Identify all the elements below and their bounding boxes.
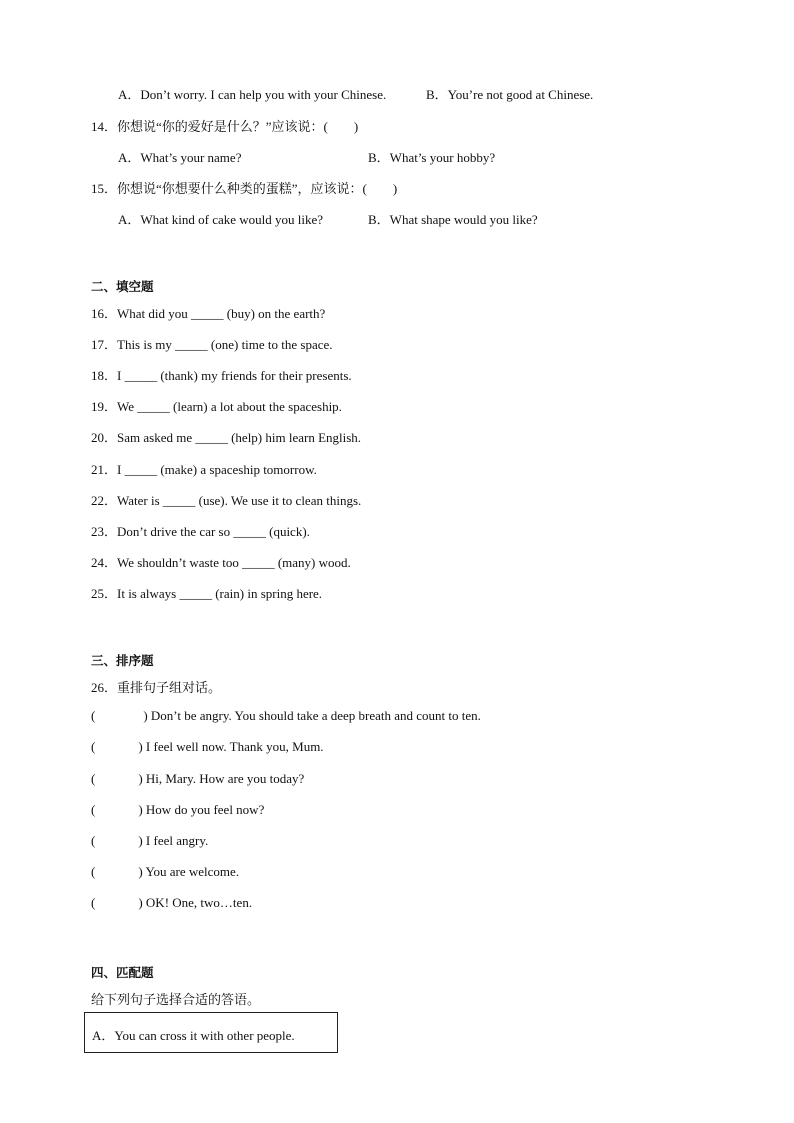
ordering-item-text: ) How do you feel now?	[138, 802, 265, 817]
answer-paren: (	[91, 802, 96, 817]
ordering-item-text: ) OK! One, two…ten.	[138, 895, 253, 910]
q14-option-a: A．What’s your name?	[118, 150, 242, 165]
section-3-title: 三、排序题	[91, 654, 154, 668]
answer-paren: (	[91, 739, 96, 754]
fill-item: 24．We shouldn’t waste too _____ (many) wood.	[91, 555, 351, 570]
q15-stem: 15．你想说“你想要什么种类的蛋糕”，应该说：( )	[91, 181, 398, 196]
section-2-title: 二、填空题	[91, 280, 154, 294]
q15-option-b: B．What shape would you like?	[368, 212, 538, 227]
fill-item: 21．I _____ (make) a spaceship tomorrow.	[91, 462, 317, 477]
matching-option-a: A．You can cross it with other people.	[92, 1028, 295, 1043]
ordering-item	[91, 708, 481, 724]
ordering-item	[91, 802, 264, 818]
q15-option-a: A．What kind of cake would you like?	[118, 212, 324, 227]
fill-item: 25．It is always _____ (rain) in spring here.	[91, 586, 323, 601]
matching-option-box	[84, 1012, 338, 1053]
answer-paren: (	[91, 864, 96, 879]
answer-paren: (	[91, 771, 96, 786]
fill-item: 17．This is my _____ (one) time to the space.	[91, 337, 333, 352]
fill-item: 23．Don’t drive the car so _____ (quick).	[91, 524, 310, 539]
matching-stem: 给下列句子选择合适的答语。	[91, 992, 261, 1007]
answer-paren: (	[91, 895, 96, 910]
q13-option-b: B．You’re not good at Chinese.	[426, 87, 594, 102]
ordering-item-text: ) I feel angry.	[138, 833, 209, 848]
fill-item: 19．We _____ (learn) a lot about the spaceship.	[91, 399, 342, 414]
ordering-item-text: ) You are welcome.	[138, 864, 240, 879]
fill-item: 22．Water is _____ (use). We use it to clean things.	[91, 493, 362, 508]
ordering-item	[91, 864, 239, 880]
q14-stem: 14．你想说“你的爱好是什么？”应该说：( )	[91, 119, 359, 134]
ordering-item-text: ) I feel well now. Thank you, Mum.	[138, 739, 324, 754]
ordering-stem: 26．重排句子组对话。	[91, 680, 222, 695]
q13-option-a: A．Don’t worry. I can help you with your Chinese.	[118, 87, 387, 102]
ordering-item	[91, 895, 252, 911]
ordering-item-text: ) Hi, Mary. How are you today?	[138, 771, 305, 786]
ordering-item	[91, 739, 324, 755]
ordering-item-text: ) Don’t be angry. You should take a deep breath and count to ten.	[143, 708, 481, 723]
ordering-item	[91, 833, 208, 849]
ordering-item	[91, 771, 304, 787]
fill-item: 18．I _____ (thank) my friends for their presents.	[91, 368, 352, 383]
answer-paren: (	[91, 708, 96, 723]
fill-item: 16．What did you _____ (buy) on the earth?	[91, 306, 326, 321]
section-4-title: 四、匹配题	[91, 966, 154, 980]
q14-option-b: B．What’s your hobby?	[368, 150, 496, 165]
fill-item: 20．Sam asked me _____ (help) him learn English.	[91, 430, 362, 445]
answer-paren: (	[91, 833, 96, 848]
